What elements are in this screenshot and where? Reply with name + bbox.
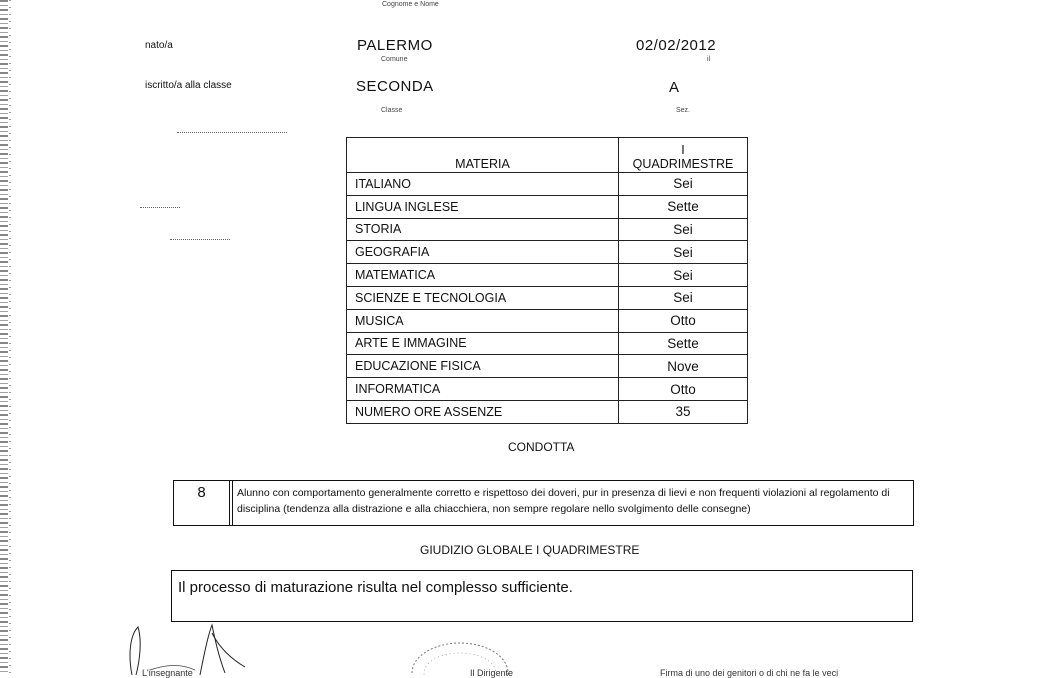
grade-row [347,355,748,378]
grade-row [347,286,748,309]
grade-cell: Otto [619,309,748,332]
header-period: QUADRIMESTRE [632,157,734,171]
cognome-nome-caption: Cognome e Nome [382,1,439,8]
subject-cell: STORIA [347,218,619,241]
giudizio-box [171,570,913,622]
grade-cell: Sei [619,264,748,287]
scan-dots [177,132,287,134]
grade-cell: Otto [619,378,748,401]
subject-cell: INFORMATICA [347,378,619,401]
scan-edge [0,0,8,675]
grade-row [347,309,748,332]
grade-row [347,378,748,401]
subject-cell: EDUCAZIONE FISICA [347,355,619,378]
signature-drawing [120,615,280,675]
sezione-caption: Sez. [676,107,691,114]
grade-cell: 35 [619,400,748,423]
grade-row [347,173,748,196]
nato-label: nato/a [145,40,173,51]
header-materia: MATERIA [347,138,619,173]
header-period-num: I [681,143,685,157]
subject-cell: ARTE E IMMAGINE [347,332,619,355]
birthdate: 02/02/2012 [636,37,717,54]
condotta-text: Alunno con comportamento generalmente corretto e rispettoso dei doveri, pur in presenza di lievi e non frequenti violazioni al regolamento di disciplina (tendenza alla distrazione e alla chiacchiera, non sempre regolare nello svolgimento delle consegne) [237,487,890,515]
comune-caption: Comune [381,56,408,63]
grade-cell: Sei [619,218,748,241]
sezione-value: A [669,79,680,96]
dirigente-label: Il Dirigente [470,668,514,678]
grade-cell: Sette [619,195,748,218]
grades-header-row [347,138,748,173]
subject-cell: ITALIANO [347,173,619,196]
divider [232,481,233,525]
classe-value: SECONDA [356,78,434,95]
subject-cell: SCIENZE E TECNOLOGIA [347,286,619,309]
grade-row [347,195,748,218]
grade-row [347,332,748,355]
subject-cell: MATEMATICA [347,264,619,287]
grade-row [347,400,748,423]
grade-row [347,241,748,264]
subject-cell: NUMERO ORE ASSENZE [347,400,619,423]
condotta-box [173,480,914,526]
stamp-drawing [405,628,515,675]
subject-cell: MUSICA [347,309,619,332]
giudizio-title: GIUDIZIO GLOBALE I QUADRIMESTRE [420,543,640,557]
insegnante-label: L'insegnante [142,668,193,678]
grade-cell: Sei [619,173,748,196]
grade-cell: Sei [619,241,748,264]
scan-edge-inner [9,0,11,675]
grade-row [347,218,748,241]
firma-label: Firma di uno dei genitori o di chi ne fa le veci [660,668,839,678]
grades-table [346,137,748,424]
condotta-title: CONDOTTA [508,440,575,454]
il-caption: il [707,56,711,63]
birthplace: PALERMO [357,37,433,54]
iscritto-label: iscritto/a alla classe [145,80,232,91]
subject-cell: LINGUA INGLESE [347,195,619,218]
subject-cell: GEOGRAFIA [347,241,619,264]
grade-cell: Sette [619,332,748,355]
giudizio-text: Il processo di maturazione risulta nel complesso sufficiente. [178,579,573,596]
grade-row [347,264,748,287]
condotta-grade: 8 [174,481,230,525]
classe-caption: Classe [381,107,403,114]
header-quadrimestre [619,138,748,173]
scan-dots [170,239,230,241]
scan-dots [140,207,180,209]
grade-cell: Sei [619,286,748,309]
grade-cell: Nove [619,355,748,378]
